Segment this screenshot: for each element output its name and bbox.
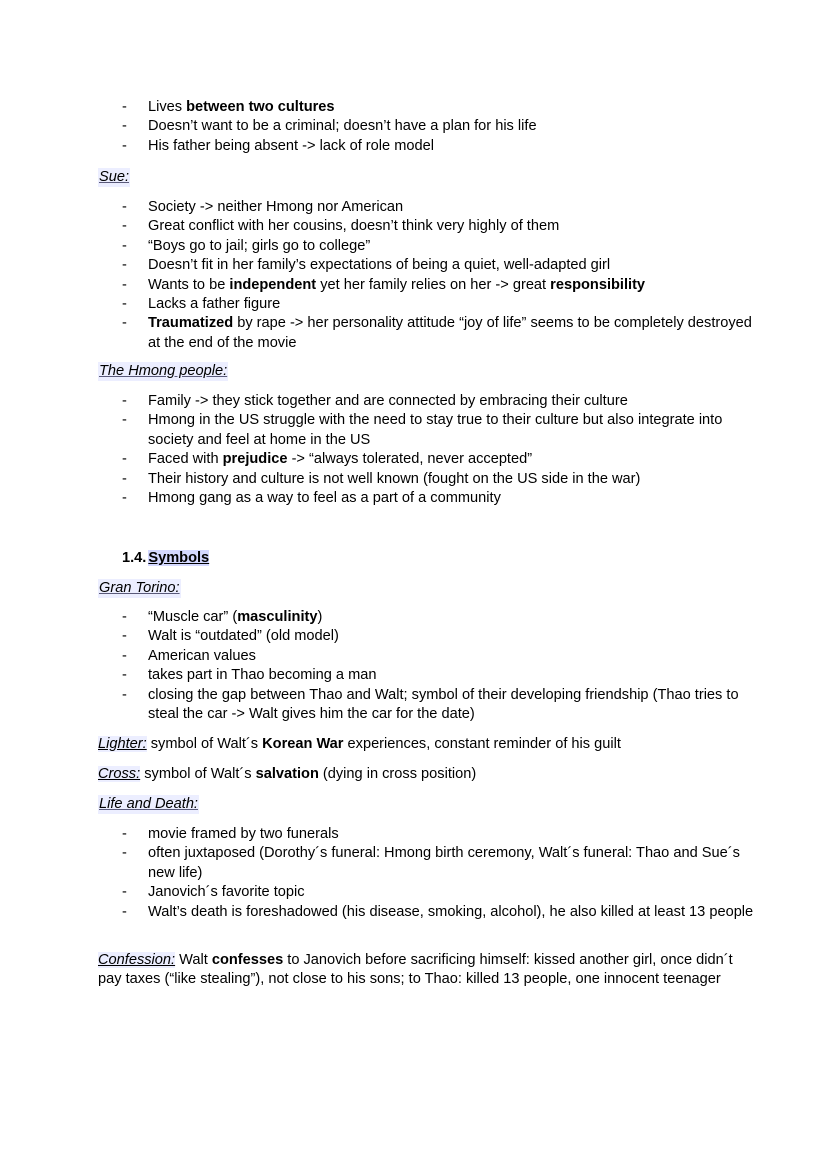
- bullet-dash: -: [122, 628, 127, 645]
- emphasis: Korean War: [262, 736, 344, 752]
- bullet-dash: -: [122, 199, 127, 215]
- list-item: [122, 844, 762, 883]
- section-title-text: Symbols: [148, 550, 210, 566]
- confession-label: Confession:: [98, 952, 176, 968]
- list-item-text: Hmong in the US struggle with the need to stay true to their culture but also integrate into society and feel at home in the US: [148, 412, 723, 448]
- emphasis: between two cultures: [186, 99, 335, 115]
- list-item: [122, 470, 762, 489]
- bullet-dash: -: [122, 257, 127, 274]
- list-item-text: Lacks a father figure: [148, 296, 281, 313]
- list-item: [122, 256, 762, 275]
- emphasis: prejudice: [222, 451, 288, 468]
- bullet-dash: -: [122, 412, 127, 429]
- bullet-dash: -: [122, 667, 127, 684]
- list-item: [122, 647, 762, 666]
- life-death-heading: Life and Death:: [99, 796, 198, 812]
- list-item-text: closing the gap between Thao and Walt; symbol of their developing friendship (Thao tries to steal the car -> Walt gives him the car for the date): [148, 686, 739, 723]
- bullet-dash: -: [122, 118, 127, 135]
- confession-paragraph: [98, 951, 738, 990]
- list-item: [122, 117, 762, 136]
- bullet-dash: -: [122, 393, 127, 409]
- bullet-dash: -: [122, 276, 127, 293]
- list-item-text: Walt is “outdated” (old model): [148, 628, 339, 645]
- list-item-text: Family -> they stick together and are connected by embracing their culture: [148, 393, 628, 409]
- bullet-dash: -: [122, 137, 127, 154]
- life-death-list: [122, 825, 762, 922]
- list-item-text: Doesn’t want to be a criminal; doesn’t have a plan for his life: [148, 118, 537, 135]
- list-item-text: takes part in Thao becoming a man: [148, 667, 377, 684]
- emphasis: masculinity: [237, 609, 318, 625]
- bullet-dash: -: [122, 99, 127, 115]
- section-number: 1.4.: [122, 550, 147, 566]
- list-item-text: Traumatized by rape -> her personality attitude “joy of life” seems to be completely destroyed at the end of the movie: [148, 315, 752, 351]
- list-item: [122, 295, 762, 314]
- emphasis: Traumatized: [148, 315, 234, 332]
- list-item-text: Doesn’t fit in her family’s expectations of being a quiet, well-adapted girl: [148, 257, 611, 274]
- list-item: [122, 686, 762, 725]
- bullet-dash: -: [122, 903, 127, 920]
- hmong-list: [122, 392, 762, 508]
- list-item: [122, 489, 762, 508]
- list-item-text: Hmong gang as a way to feel as a part of a community: [148, 490, 501, 507]
- list-item: [122, 392, 762, 411]
- bullet-dash: -: [122, 237, 127, 254]
- lighter-paragraph: [98, 735, 738, 754]
- bullet-dash: -: [122, 218, 127, 235]
- bullet-dash: -: [122, 884, 127, 901]
- list-item: [122, 237, 762, 256]
- list-item: [122, 98, 762, 117]
- list-item-text: Great conflict with her cousins, doesn’t think very highly of them: [148, 218, 560, 235]
- list-item-text: often juxtaposed (Dorothy´s funeral: Hmong birth ceremony, Walt´s funeral: Thao and Sue´s new life): [148, 845, 740, 881]
- bullet-dash: -: [122, 686, 127, 703]
- list-item-text: Their history and culture is not well known (fought on the US side in the war): [148, 470, 641, 487]
- confession-text: Walt confesses to Janovich before sacrificing himself: kissed another girl, once didn´t pay taxes (“like stealing”), not close to his sons; to Thao: killed 13 people, one innocent teenager: [98, 952, 733, 988]
- list-item: [122, 903, 762, 922]
- cross-text: symbol of Walt´s salvation (dying in cross position): [140, 766, 477, 782]
- cross-label: Cross:: [98, 766, 141, 782]
- bullet-dash: -: [122, 296, 127, 313]
- list-item: [122, 608, 762, 627]
- list-item: [122, 217, 762, 236]
- bullet-dash: -: [122, 845, 127, 862]
- list-item: [122, 137, 762, 156]
- list-item-text: Walt’s death is foreshadowed (his disease, smoking, alcohol), he also killed at least 13 people: [148, 903, 754, 920]
- emphasis: responsibility: [550, 276, 646, 293]
- section-title: [122, 548, 209, 568]
- list-item-text: His father being absent -> lack of role model: [148, 137, 434, 154]
- sue-heading: Sue:: [99, 169, 130, 185]
- bullet-dash: -: [122, 451, 127, 468]
- list-item-text: American values: [148, 647, 256, 664]
- lighter-label: Lighter:: [98, 736, 147, 752]
- bullet-dash: -: [122, 490, 127, 507]
- bullet-dash: -: [122, 826, 127, 842]
- bullet-dash: -: [122, 470, 127, 487]
- list-item: [122, 666, 762, 685]
- lighter-text: symbol of Walt´s Korean War experiences, constant reminder of his guilt: [146, 736, 621, 752]
- bullet-dash: -: [122, 647, 127, 664]
- emphasis: independent: [229, 276, 317, 293]
- sue-list: [122, 198, 762, 353]
- emphasis: confesses: [211, 952, 284, 968]
- cross-paragraph: [98, 765, 738, 784]
- gran-torino-heading: Gran Torino:: [99, 580, 180, 596]
- list-item: [122, 411, 762, 450]
- list-item-text: Faced with prejudice -> “always tolerated, never accepted”: [148, 451, 533, 468]
- emphasis: salvation: [255, 766, 319, 782]
- intro-list: [122, 98, 762, 156]
- list-item-text: movie framed by two funerals: [148, 826, 339, 842]
- bullet-dash: -: [122, 609, 127, 625]
- list-item: [122, 450, 762, 469]
- list-item-text: Lives between two cultures: [148, 99, 335, 115]
- list-item-text: Janovich´s favorite topic: [148, 884, 305, 901]
- list-item-text: Wants to be independent yet her family relies on her -> great responsibility: [148, 276, 646, 293]
- hmong-heading: The Hmong people:: [99, 363, 228, 379]
- list-item-text: “Muscle car” (masculinity): [148, 609, 323, 625]
- list-item: [122, 314, 762, 353]
- list-item-text: Society -> neither Hmong nor American: [148, 199, 404, 215]
- list-item: [122, 825, 762, 844]
- list-item: [122, 276, 762, 295]
- bullet-dash: -: [122, 315, 127, 332]
- gran-torino-list: [122, 608, 762, 724]
- list-item: [122, 883, 762, 902]
- list-item: [122, 627, 762, 646]
- list-item: [122, 198, 762, 217]
- list-item-text: “Boys go to jail; girls go to college”: [148, 237, 371, 254]
